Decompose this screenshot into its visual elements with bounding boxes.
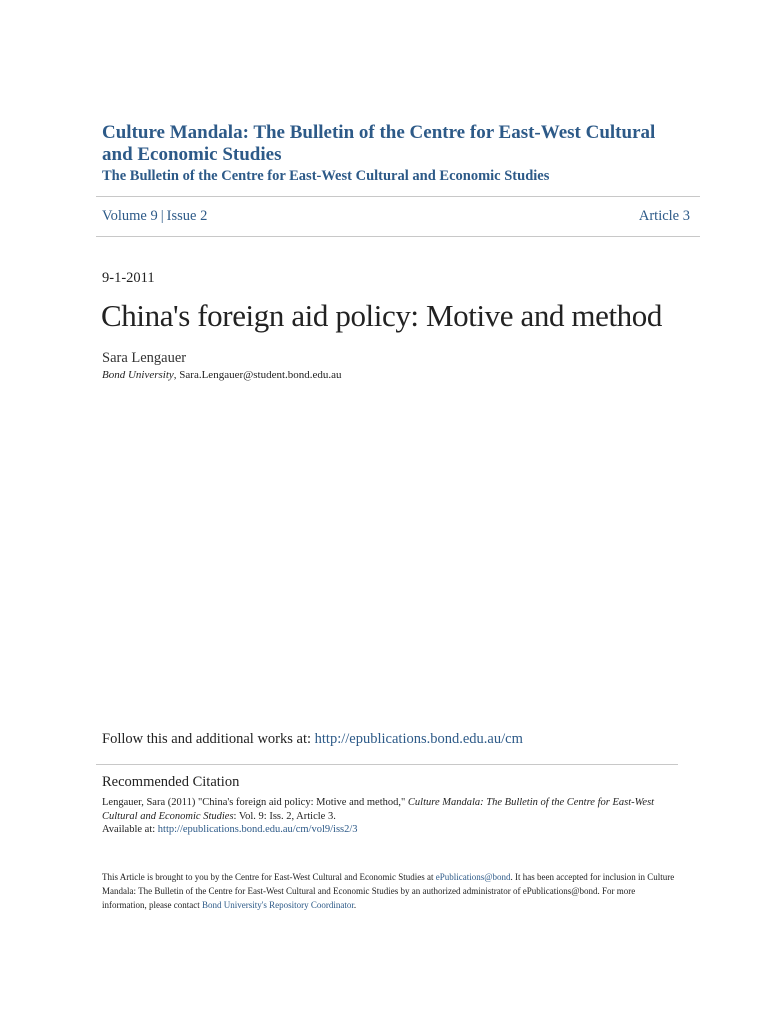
divider-citation — [96, 764, 678, 765]
repository-notice — [102, 870, 677, 912]
journal-header — [102, 122, 662, 185]
citation-volume: : Vol. 9: Iss. 2, Article 3. — [233, 810, 336, 822]
citation-available-label: Available at: — [102, 824, 158, 835]
volume-issue-group — [102, 207, 207, 225]
citation-lead: Lengauer, Sara (2011) "China's foreign aid policy: Motive and method," — [102, 797, 408, 808]
journal-subtitle-link[interactable]: The Bulletin of the Centre for East-West Cultural and Economic Studies — [102, 168, 550, 184]
volume-issue-separator: | — [160, 208, 164, 224]
epublications-link[interactable]: ePublications@bond — [435, 872, 511, 882]
author-institution: Bond University — [102, 369, 174, 381]
publication-date: 9-1-2011 — [102, 270, 155, 286]
journal-title-link[interactable]: Culture Mandala: The Bulletin of the Centre for East-West Cultural and Economic Studies — [102, 122, 656, 165]
follow-label: Follow this and additional works at: — [102, 731, 315, 747]
follow-line — [102, 731, 523, 748]
recommended-citation-heading: Recommended Citation — [102, 774, 240, 790]
divider-mid — [96, 236, 700, 237]
article-number-link[interactable]: Article 3 — [638, 208, 690, 224]
notice-part3: . — [353, 900, 357, 910]
repository-coordinator-link[interactable]: Bond University's Repository Coordinator — [201, 900, 354, 910]
citation-url-link[interactable]: http://epublications.bond.edu.au/cm/vol9/iss2/3 — [157, 824, 358, 835]
follow-link[interactable]: http://epublications.bond.edu.au/cm — [314, 731, 523, 747]
author-email: , Sara.Lengauer@student.bond.edu.au — [173, 369, 342, 381]
author-affiliation — [102, 369, 342, 381]
notice-part1: This Article is brought to you by the Centre for East-West Cultural and Economic Studies at — [102, 872, 436, 882]
citation-journal: Culture Mandala: The Bulletin of the Centre for East-West Cultural and Economic Studies — [102, 797, 655, 822]
divider-top — [96, 196, 700, 197]
notice-part2: . It has been accepted for inclusion in Culture Mandala: The Bulletin of the Centre for East-West Cultural and Economic Studies by an authorized administrator of ePublications@bond. For more information, please contact — [102, 872, 675, 910]
citation-text — [102, 796, 662, 837]
author-name: Sara Lengauer — [102, 350, 187, 366]
article-title: China's foreign aid policy: Motive and method — [101, 298, 662, 333]
volume-link[interactable]: Volume 9 — [102, 208, 158, 224]
issue-link[interactable]: Issue 2 — [166, 208, 208, 224]
